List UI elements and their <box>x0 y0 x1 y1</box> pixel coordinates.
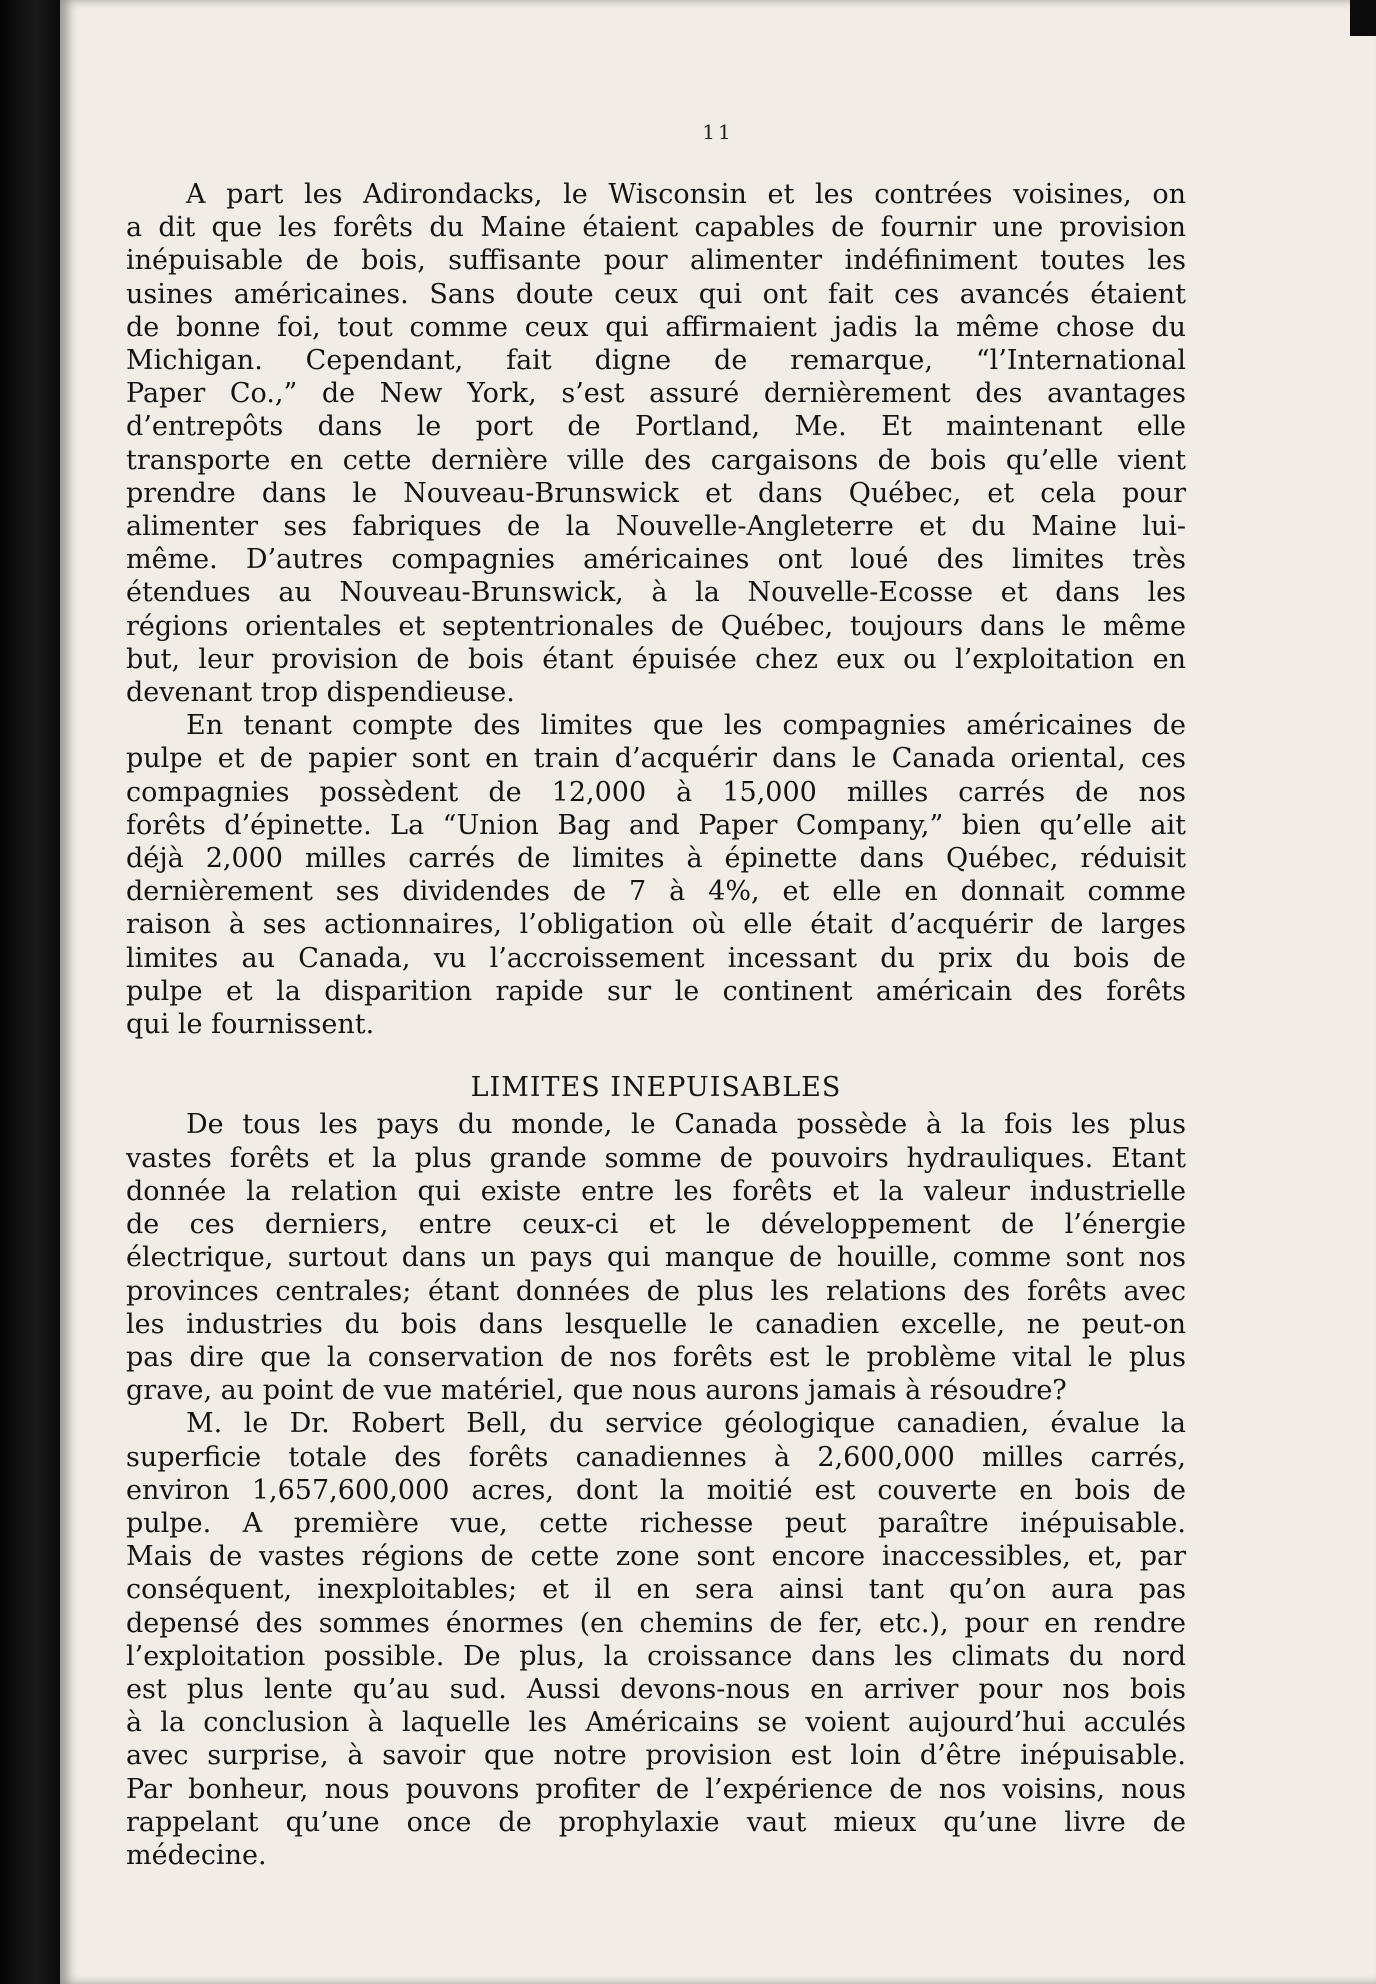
text-line: pulpe et de papier sont en train d’acquérir dans le Canada oriental, ces <box>126 743 1186 775</box>
text-line: limites au Canada, vu l’accroissement incessant du prix du bois de <box>126 942 1186 974</box>
text-line: pas dire que la conservation de nos forêts est le problème vital le plus <box>126 1341 1186 1373</box>
text-line: provinces centrales; étant données de plus les relations des forêts avec <box>126 1275 1186 1307</box>
text-line: De tous les pays du monde, le Canada possède à la fois les plus <box>186 1109 1186 1141</box>
text-line: l’exploitation possible. De plus, la croissance dans les climats du nord <box>126 1640 1186 1672</box>
text-line: même. D’autres compagnies américaines ont loué des limites très <box>126 544 1186 576</box>
text-line: usines américaines. Sans doute ceux qui ont fait ces avancés étaient <box>126 278 1186 310</box>
scan-left-margin <box>0 0 60 1984</box>
text-line: Paper Co.,” de New York, s’est assuré dernièrement des avantages <box>126 378 1186 410</box>
text-line: dernièrement ses dividendes de 7 à 4%, et elle en donnait comme <box>126 876 1186 908</box>
text-line: A part les Adirondacks, le Wisconsin et les contrées voisines, on <box>186 179 1186 210</box>
text-line: médecine. <box>126 1839 267 1871</box>
text-line: transporte en cette dernière ville des cargaisons de bois qu’elle vient <box>126 444 1186 476</box>
text-line: électrique, surtout dans un pays qui manque de houille, comme sont nos <box>126 1242 1186 1274</box>
text-line: devenant trop dispendieuse. <box>126 677 515 709</box>
text-line: prendre dans le Nouveau-Brunswick et dans Québec, et cela pour <box>126 477 1186 509</box>
page-number: 11 <box>702 120 734 144</box>
text-line: vastes forêts et la plus grande somme de pouvoirs hydrauliques. Etant <box>126 1142 1186 1174</box>
text-line: forêts d’épinette. La “Union Bag and Paper Company,” bien qu’elle ait <box>126 809 1186 841</box>
text-line: En tenant compte des limites que les compagnies américaines de <box>186 710 1186 742</box>
paragraph-3 <box>126 1108 1186 1407</box>
text-line: donnée la relation qui existe entre les forêts et la valeur industrielle <box>126 1175 1186 1207</box>
text-line: déjà 2,000 milles carrés de limites à épinette dans Québec, réduisit <box>126 843 1186 875</box>
text-line: Michigan. Cependant, fait digne de remarque, “l’International <box>126 345 1186 377</box>
text-line: environ 1,657,600,000 acres, dont la moitié est couverte en bois de <box>126 1474 1186 1506</box>
paragraph-1 <box>126 178 1186 709</box>
text-line: de ces derniers, entre ceux-ci et le développement de l’énergie <box>126 1209 1186 1241</box>
text-line: alimenter ses fabriques de la Nouvelle-Angleterre et du Maine lui- <box>126 511 1186 543</box>
text-line: de bonne foi, tout comme ceux qui affirmaient jadis la même chose du <box>126 311 1186 343</box>
text-line: qui le fournissent. <box>126 1009 375 1041</box>
text-line: étendues au Nouveau-Brunswick, à la Nouvelle-Ecosse et dans les <box>126 577 1186 609</box>
paragraph-4 <box>126 1407 1186 1872</box>
text-line: grave, au point de vue matériel, que nous aurons jamais à résoudre? <box>126 1375 1067 1407</box>
body-text <box>126 178 1186 1872</box>
text-line: d’entrepôts dans le port de Portland, Me. Et maintenant elle <box>126 411 1186 443</box>
text-line: raison à ses actionnaires, l’obligation où elle était d’acquérir de larges <box>126 909 1186 941</box>
text-line: compagnies possèdent de 12,000 à 15,000 milles carrés de nos <box>126 776 1186 808</box>
text-line: Mais de vastes régions de cette zone sont encore inaccessibles, et, par <box>126 1541 1186 1573</box>
section-heading: LIMITES INEPUISABLES <box>470 1072 842 1104</box>
text-line: M. le Dr. Robert Bell, du service géologique canadien, évalue la <box>186 1408 1186 1440</box>
paragraph-2 <box>126 709 1186 1041</box>
text-line: pulpe. A première vue, cette richesse peut paraître inépuisable. <box>126 1507 1186 1539</box>
text-line: but, leur provision de bois étant épuisée chez eux ou l’exploitation en <box>126 643 1186 675</box>
text-line: depensé des sommes énormes (en chemins de fer, etc.), pour en rendre <box>126 1607 1186 1639</box>
text-line: rappelant qu’une once de prophylaxie vaut mieux qu’une livre de <box>126 1806 1186 1838</box>
text-line: régions orientales et septentrionales de Québec, toujours dans le même <box>126 610 1186 642</box>
text-line: Par bonheur, nous pouvons profiter de l’expérience de nos voisins, nous <box>126 1773 1186 1805</box>
text-line: inépuisable de bois, suffisante pour alimenter indéfiniment toutes les <box>126 245 1186 277</box>
text-line: avec surprise, à savoir que notre provision est loin d’être inépuisable. <box>126 1740 1186 1772</box>
text-line: superficie totale des forêts canadiennes à 2,600,000 milles carrés, <box>126 1441 1186 1473</box>
text-line: a dit que les forêts du Maine étaient capables de fournir une provision <box>126 212 1186 244</box>
text-line: conséquent, inexploitables; et il en sera ainsi tant qu’on aura pas <box>126 1574 1186 1606</box>
text-line: est plus lente qu’au sud. Aussi devons-nous en arriver pour nos bois <box>126 1673 1186 1705</box>
text-line: pulpe et la disparition rapide sur le continent américain des forêts <box>126 975 1186 1007</box>
text-line: les industries du bois dans lesquelle le canadien excelle, ne peut-on <box>126 1308 1186 1340</box>
scan-corner <box>1350 0 1376 36</box>
text-line: à la conclusion à laquelle les Américains se voient aujourd’hui acculés <box>126 1707 1186 1739</box>
